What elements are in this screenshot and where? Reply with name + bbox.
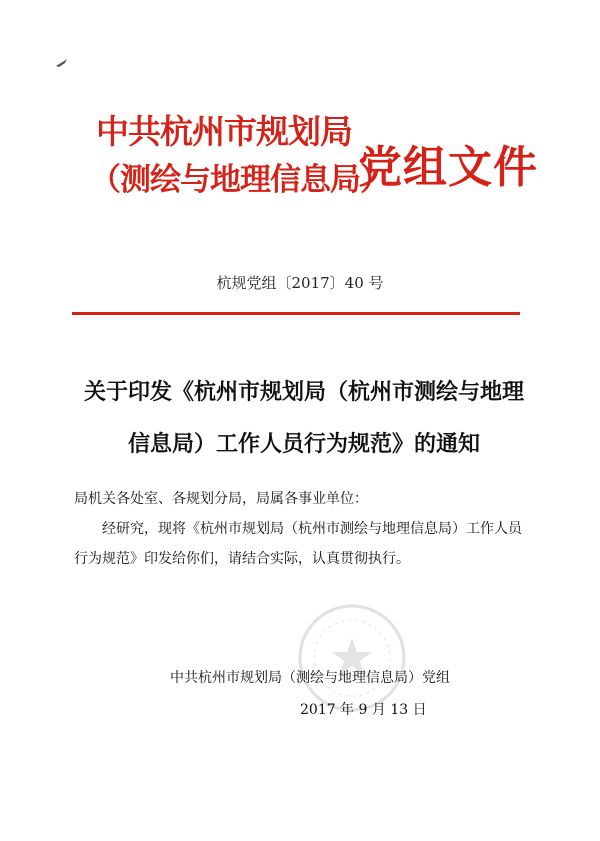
body-paragraph: 经研究，现将《杭州市规划局（杭州市测绘与地理信息局）工作人员行为规范》印发给你们，请结合实际，认真贯彻执行。 [74, 521, 522, 567]
signing-date: 2017 年 9 月 13 日 [300, 702, 427, 718]
document-type: 党组文件 [358, 142, 538, 193]
notice-title-line-2: 信息局）工作人员行为规范》的通知 [127, 431, 480, 457]
notice-title-line-1: 关于印发《杭州市规划局（杭州市测绘与地理 [83, 379, 524, 405]
notice-title [64, 366, 544, 470]
scan-mark [54, 58, 70, 68]
document-number: 杭规党组〔2017〕40 号 [216, 274, 384, 292]
issuing-organization [90, 108, 390, 204]
notice-body [74, 484, 534, 574]
org-name-line-2: （测绘与地理信息局） [90, 162, 390, 198]
recipient-line: 局机关各处室、各规划分局，局属各事业单位： [74, 491, 368, 507]
red-divider [72, 312, 520, 315]
org-name-line-1: 中共杭州市规划局 [96, 112, 352, 151]
signature-block [170, 662, 530, 726]
signing-organization: 中共杭州市规划局（测绘与地理信息局）党组 [170, 670, 450, 686]
